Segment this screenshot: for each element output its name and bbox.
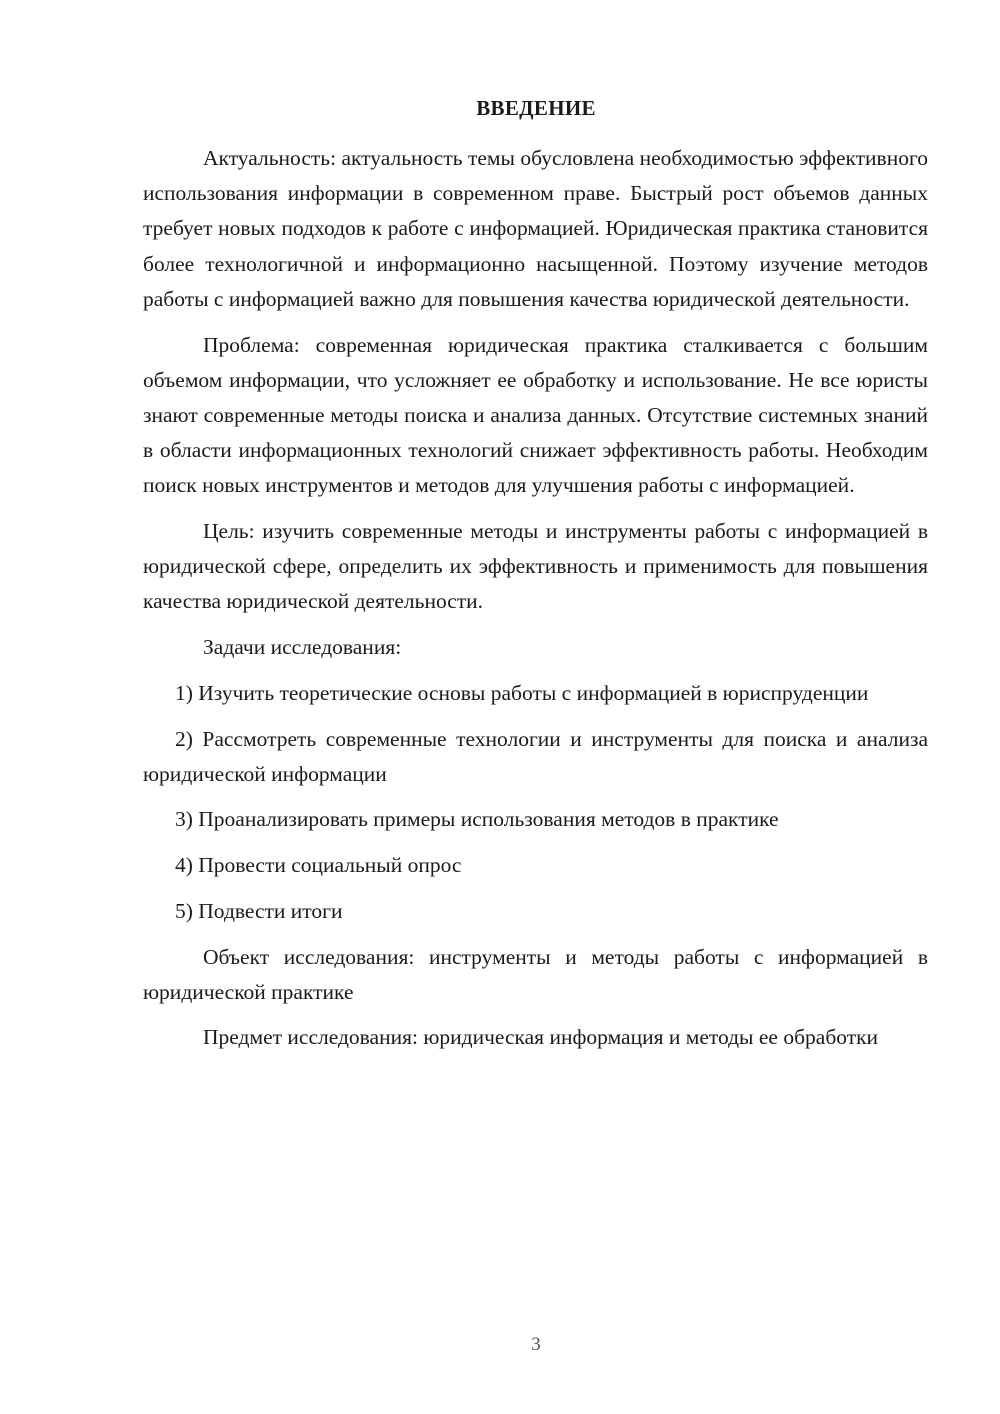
relevance-paragraph: Актуальность: актуальность темы обусловлена необходимостью эффективного использования информации в современном праве. Быстрый рост объемов данных требует новых подходов к работе с информацией. Юридическая практика становится более технологичной и информационно насыщенной. Поэтому изучение методов работы с информацией важно для повышения качества юридической деятельности.	[143, 146, 928, 311]
section-title: ВВЕДЕНИЕ	[476, 96, 596, 120]
goal-paragraph: Цель: изучить современные методы и инструменты работы с информацией в юридической сфере, определить их эффективность и применимость для повышения качества юридической деятельности.	[143, 519, 928, 614]
task-item-2: 2) Рассмотреть современные технологии и инструменты для поиска и анализа юридической информации	[143, 726, 928, 786]
tasks-heading: Задачи исследования:	[203, 635, 402, 660]
task-item-3: 3) Проанализировать примеры использования методов в практике	[175, 807, 779, 832]
subject-paragraph: Предмет исследования: юридическая информация и методы ее обработки	[203, 1025, 879, 1050]
object-paragraph: Объект исследования: инструменты и методы работы с информацией в юридической практике	[143, 944, 928, 1004]
page-number: 3	[531, 1334, 541, 1355]
task-item-5: 5) Подвести итоги	[175, 898, 343, 923]
task-item-4: 4) Провести социальный опрос	[175, 853, 462, 878]
task-item-1: 1) Изучить теоретические основы работы с информацией в юриспруденции	[175, 680, 869, 705]
problem-paragraph: Проблема: современная юридическая практика сталкивается с большим объемом информации, что усложняет ее обработку и использование. Не все юристы знают современные методы поиска и анализа данных. Отсутствие системных знаний в области информационных технологий снижает эффективность работы. Необходим поиск новых инструментов и методов для улучшения работы с информацией.	[143, 332, 928, 498]
section-body	[143, 141, 928, 1066]
